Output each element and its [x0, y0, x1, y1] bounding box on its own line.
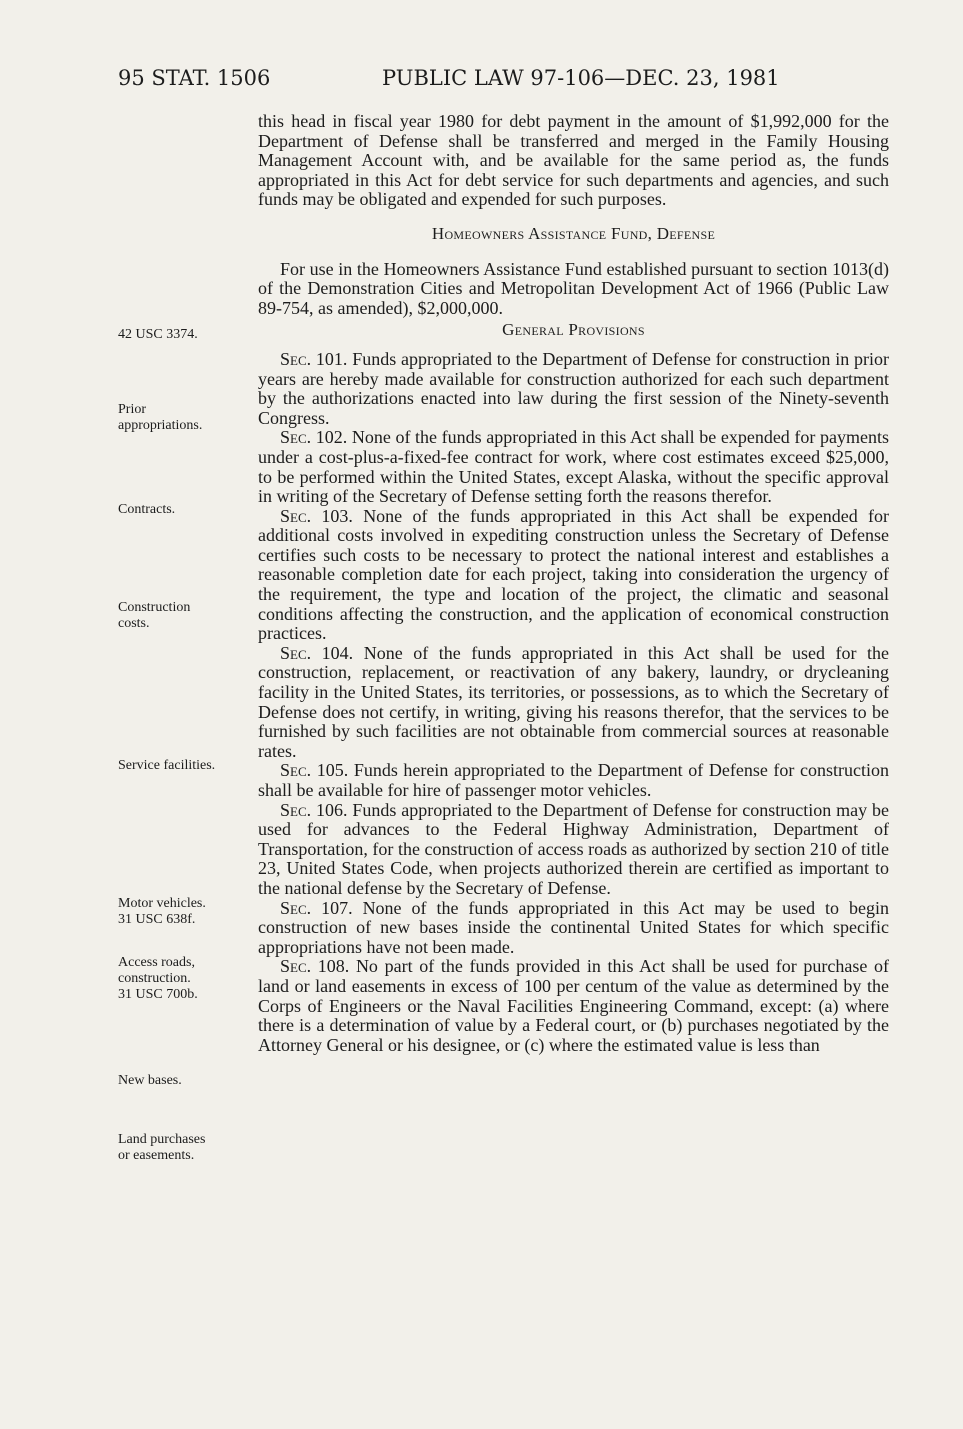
section-label: Sec. 104. — [280, 642, 354, 663]
margin-note-line: 31 USC 638f. — [118, 912, 196, 927]
section-105 — [258, 761, 889, 800]
margin-note-access-roads — [118, 955, 248, 1003]
section-label: Sec. 103. — [280, 505, 353, 526]
body-text — [258, 112, 889, 1055]
section-108 — [258, 957, 889, 1055]
margin-note-line: New bases. — [118, 1073, 182, 1088]
section-102 — [258, 428, 889, 506]
homeowners-heading: Homeowners Assistance Fund, Defense — [431, 223, 716, 243]
section-text: None of the funds appropriated in this Act shall be expended for additional costs involved in expediting construction unless the Secretary of Defense certifies such costs to be necessary to protect the national interest and establishes a reasonable completion date for each project, taking into consideration the urgency of the requirement, the type and location of the project, the climatic and seasonal conditions affecting the construction, and the application of economical construction practices. — [258, 505, 890, 644]
margin-note-line: Land purchases — [118, 1132, 206, 1147]
margin-note-line: 31 USC 700b. — [118, 987, 198, 1002]
margin-note-line: costs. — [118, 616, 150, 631]
section-text: Funds herein appropriated to the Department of Defense for construction shall be available for hire of passenger motor vehicles. — [258, 760, 889, 800]
homeowners-paragraph: For use in the Homeowners Assistance Fund established pursuant to section 1013(d) of the Demonstration Cities and Metropolitan Development Act of 1966 (Public Law 89-754, as amended), $2,000,000. — [258, 258, 889, 318]
section-text: None of the funds appropriated in this Act shall be expended for payments under a cost-plus-a-fixed-fee contract for work, where cost estimates exceed $25,000, to be performed within the United States, except Alaska, without the specific approval in writing of the Secretary of Defense setting forth the reasons therefor. — [258, 427, 889, 507]
section-label: Sec. 101. — [280, 348, 348, 369]
page-running-title: PUBLIC LAW 97-106—DEC. 23, 1981 — [382, 66, 780, 90]
section-103 — [258, 507, 889, 644]
margin-note-line: construction. — [118, 971, 191, 986]
section-text: None of the funds appropriated in this Act may be used to begin construction of new bases inside the continental United States for which specific appropriations have not been made. — [258, 897, 890, 957]
general-provisions-heading: General Provisions — [502, 320, 645, 340]
section-text: None of the funds appropriated in this Act shall be used for the construction, replacement, or reactivation of any bakery, laundry, or drycleaning facility in the United States, its territories, or possessions, as to which the Secretary of Defense does not certify, in writing, giving his reasons therefor, that the services to be furnished by such facilities are not obtainable from commercial sources at reasonable rates. — [258, 642, 889, 761]
margin-note-42-usc-3374 — [118, 327, 248, 343]
section-label: Sec. 102. — [280, 427, 348, 448]
margin-note-contracts — [118, 502, 248, 518]
section-106 — [258, 801, 889, 899]
section-label: Sec. 106. — [280, 799, 348, 820]
margin-note-motor-vehicles — [118, 896, 248, 928]
section-101 — [258, 350, 889, 428]
margin-note-prior-appropriations — [118, 402, 248, 434]
section-label: Sec. 107. — [280, 897, 353, 918]
margin-note-line: Prior — [118, 402, 146, 417]
margin-note-line: Motor vehicles. — [118, 896, 206, 911]
margin-note-construction-costs — [118, 600, 248, 632]
section-text: No part of the funds provided in this Act shall be used for purchase of land or land easements in excess of 100 per centum of the value as determined by the Corps of Engineers or the Naval Facilities Engineering Command, except: (a) where there is a determination of value by a Federal court, or (b) purchases negotiated by the Attorney General or his designee, or (c) where the estimated value is less than — [258, 956, 889, 1055]
margin-note-line: 42 USC 3374. — [118, 327, 198, 342]
section-label: Sec. 108. — [280, 956, 350, 977]
section-text: Funds appropriated to the Department of Defense for construction in prior years are hereby made available for construction authorized for each such department by the authorizations enacted into law during the first session of the Ninety-seventh Congress. — [258, 348, 889, 428]
section-label: Sec. 105. — [280, 760, 349, 781]
section-text: Funds appropriated to the Department of Defense for construction may be used for advances to the Federal Highway Administration, Department of Transportation, for the construction of access roads as authorized by section 210 of title 23, United States Code, when projects authorized therein are certified as important to the national defense by the Secretary of Defense. — [258, 799, 890, 898]
section-104 — [258, 644, 889, 762]
margin-note-service-facilities — [118, 758, 248, 774]
margin-note-line: Access roads, — [118, 955, 195, 970]
intro-paragraph: this head in fiscal year 1980 for debt payment in the amount of $1,992,000 for the Department of Defense shall be transferred and merged in the Family Housing Management Account with, and be available for the same period as, the funds appropriated in this Act for debt service for such departments and agencies, and such funds may be obligated and expended for such purposes. — [258, 111, 889, 210]
margin-note-land-purchases — [118, 1132, 248, 1164]
margin-note-line: Contracts. — [118, 502, 176, 517]
margin-note-line: or easements. — [118, 1148, 195, 1163]
section-107 — [258, 899, 889, 958]
margin-note-line: appropriations. — [118, 418, 203, 433]
margin-note-line: Construction — [118, 600, 191, 615]
margin-note-new-bases — [118, 1073, 248, 1089]
page-stat-citation: 95 STAT. 1506 — [118, 66, 271, 90]
margin-note-line: Service facilities. — [118, 758, 216, 773]
